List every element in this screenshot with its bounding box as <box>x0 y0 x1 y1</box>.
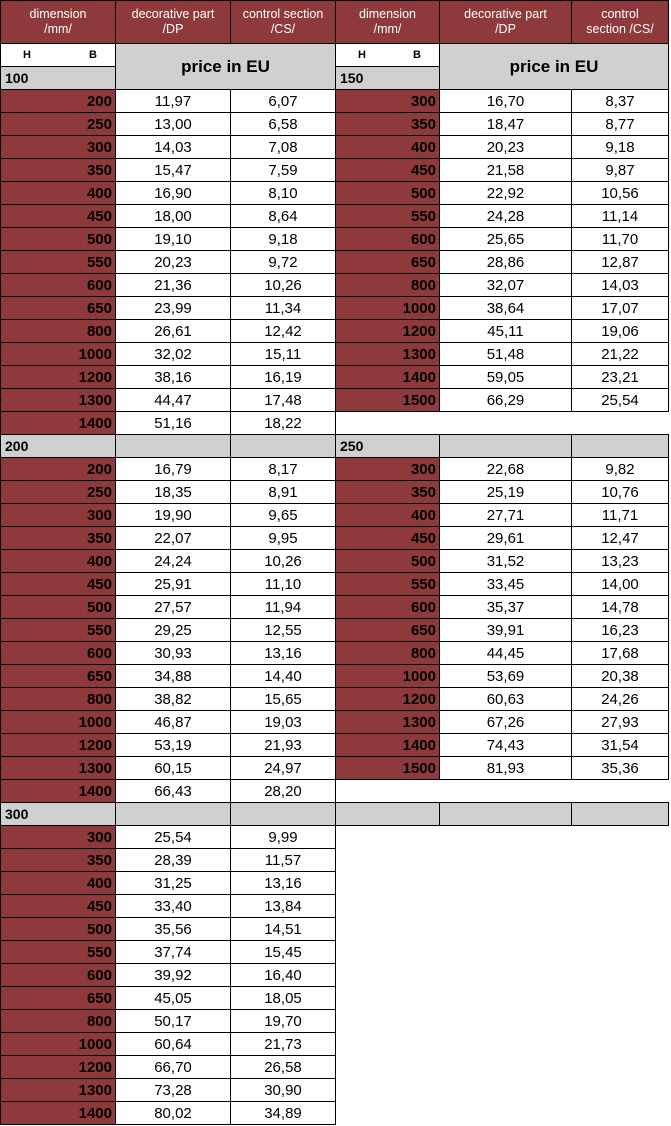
control-section-price: 9,99 <box>230 825 336 849</box>
decorative-part-price: 32,02 <box>115 342 231 366</box>
control-section-price: 14,03 <box>571 273 669 297</box>
control-section-price: 7,59 <box>230 158 336 182</box>
width-b-cell: 300 <box>0 825 116 849</box>
decorative-part-price: 53,69 <box>439 664 572 688</box>
b-label: B <box>89 49 97 61</box>
width-b-cell: 500 <box>335 549 440 573</box>
control-section-price: 14,51 <box>230 917 336 941</box>
decorative-part-price: 60,63 <box>439 687 572 711</box>
width-b-cell: 800 <box>335 273 440 297</box>
control-section-price: 21,22 <box>571 342 669 366</box>
control-section-price: 24,97 <box>230 756 336 780</box>
decorative-part-price: 31,52 <box>439 549 572 573</box>
control-section-price: 13,16 <box>230 871 336 895</box>
control-section-price: 9,72 <box>230 250 336 274</box>
decorative-part-price: 45,11 <box>439 319 572 343</box>
width-b-cell: 1300 <box>0 1078 116 1102</box>
decorative-part-price: 66,70 <box>115 1055 231 1079</box>
gap-cell <box>335 802 440 826</box>
width-b-cell: 1300 <box>0 388 116 412</box>
width-b-cell: 400 <box>335 135 440 159</box>
decorative-part-price: 22,07 <box>115 526 231 550</box>
decorative-part-price: 73,28 <box>115 1078 231 1102</box>
control-section-price: 21,93 <box>230 733 336 757</box>
decorative-part-price: 18,47 <box>439 112 572 136</box>
decorative-part-price: 24,28 <box>439 204 572 228</box>
h-label: H <box>358 49 366 61</box>
width-b-cell: 550 <box>335 204 440 228</box>
control-section-price: 11,34 <box>230 296 336 320</box>
control-section-price: 6,07 <box>230 89 336 113</box>
width-b-cell: 800 <box>0 319 116 343</box>
control-section-price: 6,58 <box>230 112 336 136</box>
dimension-header: dimension /mm/ <box>0 0 116 44</box>
control-section-price: 35,36 <box>571 756 669 780</box>
control-section-price: 14,78 <box>571 595 669 619</box>
width-b-cell: 400 <box>0 549 116 573</box>
decorative-part-header-right: decorative part /DP <box>439 0 572 44</box>
h-label: H <box>23 49 31 61</box>
width-b-cell: 600 <box>0 963 116 987</box>
width-b-cell: 1000 <box>335 296 440 320</box>
control-section-price: 7,08 <box>230 135 336 159</box>
decorative-part-price: 22,68 <box>439 457 572 481</box>
width-b-cell: 600 <box>335 595 440 619</box>
width-b-cell: 1400 <box>0 1101 116 1125</box>
control-section-price: 16,23 <box>571 618 669 642</box>
control-section-price: 30,90 <box>230 1078 336 1102</box>
decorative-part-price: 21,36 <box>115 273 231 297</box>
decorative-part-price: 38,64 <box>439 296 572 320</box>
width-b-cell: 1000 <box>0 710 116 734</box>
decorative-part-price: 45,05 <box>115 986 231 1010</box>
decorative-part-price: 20,23 <box>115 250 231 274</box>
width-b-cell: 550 <box>0 940 116 964</box>
decorative-part-price: 31,25 <box>115 871 231 895</box>
control-section-price: 18,22 <box>230 411 336 435</box>
control-section-price: 9,82 <box>571 457 669 481</box>
width-b-cell: 450 <box>335 158 440 182</box>
decorative-part-price: 21,58 <box>439 158 572 182</box>
control-section-price: 8,17 <box>230 457 336 481</box>
width-b-cell: 200 <box>0 457 116 481</box>
control-section-price: 20,38 <box>571 664 669 688</box>
control-section-price: 10,26 <box>230 549 336 573</box>
width-b-cell: 350 <box>0 848 116 872</box>
width-b-cell: 1500 <box>335 756 440 780</box>
control-section-price: 9,87 <box>571 158 669 182</box>
width-b-cell: 300 <box>0 135 116 159</box>
decorative-part-price: 51,16 <box>115 411 231 435</box>
control-section-price: 8,64 <box>230 204 336 228</box>
width-b-cell: 800 <box>0 1009 116 1033</box>
group-h-200: 200 <box>0 434 116 458</box>
width-b-cell: 350 <box>335 480 440 504</box>
control-section-price: 11,14 <box>571 204 669 228</box>
decorative-part-price: 15,47 <box>115 158 231 182</box>
width-b-cell: 1000 <box>335 664 440 688</box>
control-section-price: 14,00 <box>571 572 669 596</box>
width-b-cell: 400 <box>0 181 116 205</box>
width-b-cell: 600 <box>0 273 116 297</box>
decorative-part-price: 50,17 <box>115 1009 231 1033</box>
width-b-cell: 550 <box>335 572 440 596</box>
decorative-part-price: 11,97 <box>115 89 231 113</box>
width-b-cell: 1000 <box>0 1032 116 1056</box>
control-section-price: 15,65 <box>230 687 336 711</box>
control-section-price: 15,11 <box>230 342 336 366</box>
b-label: B <box>413 49 421 61</box>
gap-cell <box>439 802 572 826</box>
decorative-part-price: 29,61 <box>439 526 572 550</box>
control-section-price: 18,05 <box>230 986 336 1010</box>
width-b-cell: 250 <box>0 480 116 504</box>
width-b-cell: 600 <box>0 641 116 665</box>
control-section-price: 8,10 <box>230 181 336 205</box>
gap-cell <box>571 434 669 458</box>
width-b-cell: 1000 <box>0 342 116 366</box>
decorative-part-price: 30,93 <box>115 641 231 665</box>
width-b-cell: 300 <box>335 89 440 113</box>
decorative-part-price: 51,48 <box>439 342 572 366</box>
decorative-part-price: 80,02 <box>115 1101 231 1125</box>
control-section-price: 8,37 <box>571 89 669 113</box>
width-b-cell: 650 <box>0 296 116 320</box>
control-section-price: 19,06 <box>571 319 669 343</box>
width-b-cell: 1200 <box>335 687 440 711</box>
control-section-price: 19,03 <box>230 710 336 734</box>
width-b-cell: 800 <box>0 687 116 711</box>
control-section-price: 17,48 <box>230 388 336 412</box>
gap-cell <box>230 434 336 458</box>
decorative-part-price: 74,43 <box>439 733 572 757</box>
decorative-part-price: 60,64 <box>115 1032 231 1056</box>
width-b-cell: 400 <box>335 503 440 527</box>
hb-label <box>0 43 116 67</box>
control-section-price: 10,56 <box>571 181 669 205</box>
width-b-cell: 450 <box>0 572 116 596</box>
control-section-price: 16,40 <box>230 963 336 987</box>
decorative-part-price: 24,24 <box>115 549 231 573</box>
control-section-price: 12,47 <box>571 526 669 550</box>
decorative-part-price: 23,99 <box>115 296 231 320</box>
decorative-part-price: 39,92 <box>115 963 231 987</box>
control-section-price: 11,57 <box>230 848 336 872</box>
width-b-cell: 1400 <box>335 733 440 757</box>
gap-cell <box>230 802 336 826</box>
control-section-price: 23,21 <box>571 365 669 389</box>
gap-cell <box>115 802 231 826</box>
width-b-cell: 650 <box>0 986 116 1010</box>
width-b-cell: 650 <box>335 250 440 274</box>
decorative-part-price: 16,90 <box>115 181 231 205</box>
gap-cell <box>439 434 572 458</box>
decorative-part-price: 66,29 <box>439 388 572 412</box>
decorative-part-price: 66,43 <box>115 779 231 803</box>
width-b-cell: 450 <box>0 204 116 228</box>
control-section-price: 12,42 <box>230 319 336 343</box>
width-b-cell: 200 <box>0 89 116 113</box>
width-b-cell: 800 <box>335 641 440 665</box>
width-b-cell: 1200 <box>335 319 440 343</box>
control-section-price: 9,18 <box>571 135 669 159</box>
decorative-part-price: 28,39 <box>115 848 231 872</box>
decorative-part-price: 29,25 <box>115 618 231 642</box>
control-section-price: 11,71 <box>571 503 669 527</box>
dimension-header-right: dimension /mm/ <box>335 0 440 44</box>
control-section-price: 19,70 <box>230 1009 336 1033</box>
decorative-part-price: 39,91 <box>439 618 572 642</box>
control-section-price: 27,93 <box>571 710 669 734</box>
control-section-price: 31,54 <box>571 733 669 757</box>
control-section-price: 11,70 <box>571 227 669 251</box>
control-section-header: control section /CS/ <box>230 0 336 44</box>
gap-cell <box>571 802 669 826</box>
decorative-part-price: 33,40 <box>115 894 231 918</box>
control-section-price: 10,76 <box>571 480 669 504</box>
decorative-part-price: 60,15 <box>115 756 231 780</box>
control-section-price: 21,73 <box>230 1032 336 1056</box>
width-b-cell: 1200 <box>0 733 116 757</box>
decorative-part-header: decorative part /DP <box>115 0 231 44</box>
group-h-250: 250 <box>335 434 440 458</box>
width-b-cell: 1300 <box>0 756 116 780</box>
price-in-eu-label-right: price in EU <box>439 43 669 90</box>
decorative-part-price: 35,56 <box>115 917 231 941</box>
control-section-price: 25,54 <box>571 388 669 412</box>
control-section-price: 9,65 <box>230 503 336 527</box>
control-section-price: 8,77 <box>571 112 669 136</box>
control-section-price: 9,18 <box>230 227 336 251</box>
decorative-part-price: 53,19 <box>115 733 231 757</box>
decorative-part-price: 26,61 <box>115 319 231 343</box>
width-b-cell: 450 <box>335 526 440 550</box>
decorative-part-price: 44,45 <box>439 641 572 665</box>
control-section-price: 13,23 <box>571 549 669 573</box>
control-section-header-right: control section /CS/ <box>571 0 669 44</box>
width-b-cell: 500 <box>0 227 116 251</box>
group-h-100: 100 <box>0 66 116 90</box>
width-b-cell: 1400 <box>0 779 116 803</box>
decorative-part-price: 28,86 <box>439 250 572 274</box>
control-section-price: 17,07 <box>571 296 669 320</box>
width-b-cell: 1500 <box>335 388 440 412</box>
width-b-cell: 500 <box>335 181 440 205</box>
control-section-price: 16,19 <box>230 365 336 389</box>
decorative-part-price: 67,26 <box>439 710 572 734</box>
decorative-part-price: 81,93 <box>439 756 572 780</box>
decorative-part-price: 25,91 <box>115 572 231 596</box>
decorative-part-price: 59,05 <box>439 365 572 389</box>
width-b-cell: 1200 <box>0 1055 116 1079</box>
decorative-part-price: 44,47 <box>115 388 231 412</box>
decorative-part-price: 18,00 <box>115 204 231 228</box>
control-section-price: 13,16 <box>230 641 336 665</box>
control-section-price: 28,20 <box>230 779 336 803</box>
decorative-part-price: 22,92 <box>439 181 572 205</box>
hb-label-right <box>335 43 440 67</box>
control-section-price: 14,40 <box>230 664 336 688</box>
width-b-cell: 1300 <box>335 342 440 366</box>
gap-cell <box>115 434 231 458</box>
control-section-price: 8,91 <box>230 480 336 504</box>
width-b-cell: 400 <box>0 871 116 895</box>
group-h-150: 150 <box>335 66 440 90</box>
width-b-cell: 550 <box>0 618 116 642</box>
decorative-part-price: 16,79 <box>115 457 231 481</box>
price-in-eu-label: price in EU <box>115 43 336 90</box>
decorative-part-price: 25,65 <box>439 227 572 251</box>
width-b-cell: 500 <box>0 917 116 941</box>
width-b-cell: 300 <box>335 457 440 481</box>
decorative-part-price: 38,16 <box>115 365 231 389</box>
control-section-price: 10,26 <box>230 273 336 297</box>
decorative-part-price: 46,87 <box>115 710 231 734</box>
decorative-part-price: 34,88 <box>115 664 231 688</box>
control-section-price: 11,10 <box>230 572 336 596</box>
width-b-cell: 300 <box>0 503 116 527</box>
decorative-part-price: 25,19 <box>439 480 572 504</box>
decorative-part-price: 27,71 <box>439 503 572 527</box>
control-section-price: 11,94 <box>230 595 336 619</box>
width-b-cell: 1300 <box>335 710 440 734</box>
control-section-price: 17,68 <box>571 641 669 665</box>
decorative-part-price: 32,07 <box>439 273 572 297</box>
decorative-part-price: 19,10 <box>115 227 231 251</box>
decorative-part-price: 13,00 <box>115 112 231 136</box>
control-section-price: 12,55 <box>230 618 336 642</box>
width-b-cell: 600 <box>335 227 440 251</box>
decorative-part-price: 18,35 <box>115 480 231 504</box>
control-section-price: 24,26 <box>571 687 669 711</box>
width-b-cell: 350 <box>335 112 440 136</box>
width-b-cell: 450 <box>0 894 116 918</box>
width-b-cell: 1200 <box>0 365 116 389</box>
decorative-part-price: 37,74 <box>115 940 231 964</box>
width-b-cell: 250 <box>0 112 116 136</box>
control-section-price: 26,58 <box>230 1055 336 1079</box>
decorative-part-price: 25,54 <box>115 825 231 849</box>
control-section-price: 9,95 <box>230 526 336 550</box>
group-h-300: 300 <box>0 802 116 826</box>
decorative-part-price: 19,90 <box>115 503 231 527</box>
control-section-price: 13,84 <box>230 894 336 918</box>
width-b-cell: 550 <box>0 250 116 274</box>
width-b-cell: 500 <box>0 595 116 619</box>
decorative-part-price: 35,37 <box>439 595 572 619</box>
control-section-price: 15,45 <box>230 940 336 964</box>
decorative-part-price: 16,70 <box>439 89 572 113</box>
width-b-cell: 1400 <box>0 411 116 435</box>
width-b-cell: 650 <box>335 618 440 642</box>
decorative-part-price: 14,03 <box>115 135 231 159</box>
width-b-cell: 1400 <box>335 365 440 389</box>
decorative-part-price: 38,82 <box>115 687 231 711</box>
width-b-cell: 650 <box>0 664 116 688</box>
width-b-cell: 350 <box>0 526 116 550</box>
width-b-cell: 350 <box>0 158 116 182</box>
decorative-part-price: 20,23 <box>439 135 572 159</box>
decorative-part-price: 33,45 <box>439 572 572 596</box>
control-section-price: 12,87 <box>571 250 669 274</box>
decorative-part-price: 27,57 <box>115 595 231 619</box>
control-section-price: 34,89 <box>230 1101 336 1125</box>
